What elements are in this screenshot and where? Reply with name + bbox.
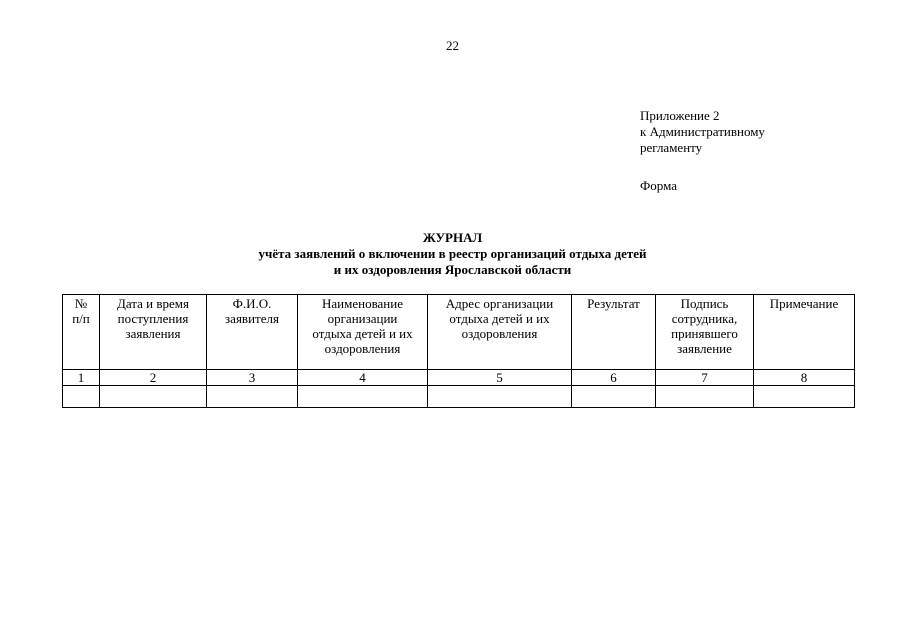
page-number: 22 bbox=[446, 38, 459, 53]
table-column-number-row bbox=[63, 370, 855, 386]
column-number-cell: 3 bbox=[207, 370, 298, 386]
document-title bbox=[0, 230, 905, 278]
journal-table bbox=[62, 294, 855, 408]
title-line-2: учёта заявлений о включении в реестр организаций отдыха детей bbox=[258, 246, 647, 261]
column-number-cell: 7 bbox=[656, 370, 754, 386]
header-cell-organization-address: Адрес организации отдыха детей и их оздоровления bbox=[428, 295, 572, 370]
appendix-line-1: Приложение 2 bbox=[640, 108, 720, 123]
table-cell-empty bbox=[63, 386, 100, 408]
header-cell-number: № п/п bbox=[63, 295, 100, 370]
table-cell-empty bbox=[207, 386, 298, 408]
header-cell-result: Результат bbox=[572, 295, 656, 370]
table-cell-empty bbox=[572, 386, 656, 408]
title-line-1: ЖУРНАЛ bbox=[422, 230, 483, 245]
appendix-note bbox=[640, 108, 765, 156]
column-number-cell: 6 bbox=[572, 370, 656, 386]
header-cell-note: Примечание bbox=[754, 295, 855, 370]
table-cell-empty bbox=[298, 386, 428, 408]
table-cell-empty bbox=[656, 386, 754, 408]
column-number-cell: 1 bbox=[63, 370, 100, 386]
column-number-cell: 8 bbox=[754, 370, 855, 386]
table-header-row bbox=[63, 295, 855, 370]
column-number-cell: 4 bbox=[298, 370, 428, 386]
table-cell-empty bbox=[428, 386, 572, 408]
table-row bbox=[63, 386, 855, 408]
appendix-line-3: регламенту bbox=[640, 140, 703, 155]
header-cell-organization-name: Наименование организации отдыха детей и их оздоровления bbox=[298, 295, 428, 370]
header-cell-signature: Подпись сотрудника, принявшего заявление bbox=[656, 295, 754, 370]
column-number-cell: 2 bbox=[100, 370, 207, 386]
header-cell-applicant: Ф.И.О. заявителя bbox=[207, 295, 298, 370]
header-cell-datetime: Дата и время поступления заявления bbox=[100, 295, 207, 370]
table-cell-empty bbox=[100, 386, 207, 408]
column-number-cell: 5 bbox=[428, 370, 572, 386]
table-cell-empty bbox=[754, 386, 855, 408]
title-line-3: и их оздоровления Ярославской области bbox=[333, 262, 572, 277]
form-label: Форма bbox=[640, 178, 677, 193]
appendix-line-2: к Административному bbox=[640, 124, 765, 139]
